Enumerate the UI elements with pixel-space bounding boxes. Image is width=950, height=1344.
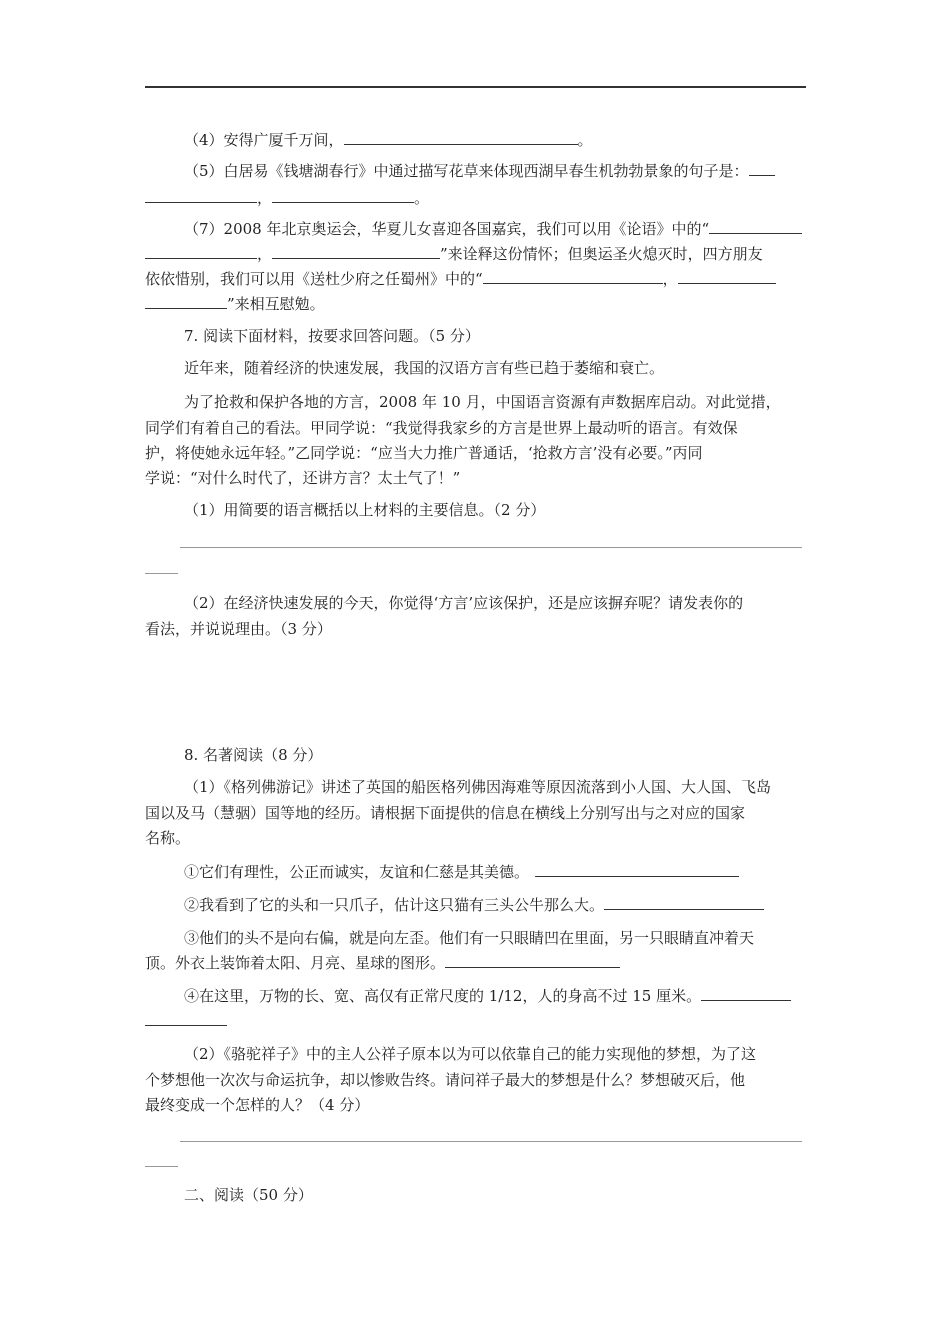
answer-line[interactable]: [145, 573, 178, 574]
q8-item-1-text: ①它们有理性，公正而诚实，友谊和仁慈是其美德。: [184, 863, 530, 881]
punct: 。: [414, 189, 430, 207]
answer-blank[interactable]: [701, 986, 791, 1001]
q7-sub-2: （2）在经济快速发展的今天，你觉得‘方言’应该保护，还是应该摒弃呢？请发表你的: [184, 594, 744, 612]
answer-line[interactable]: [145, 1025, 227, 1026]
q7-paragraph-2: 同学们有着自己的看法。甲同学说：“我觉得我家乡的方言是世界上最动听的语言。有效保: [145, 419, 738, 437]
q8-part-2: （2）《骆驼祥子》中的主人公祥子原本以为可以依靠自己的能力实现他的梦想，为了这: [184, 1045, 757, 1063]
section-2-title: 二、阅读（50 分）: [184, 1186, 313, 1204]
q8-item-4: [184, 986, 791, 1006]
q6-item-7-text: 依依惜别，我们可以用《送杜少府之任蜀州》中的“: [145, 270, 483, 288]
q8-item-3: [145, 953, 620, 973]
answer-blank[interactable]: [272, 244, 440, 259]
answer-blank[interactable]: [344, 130, 578, 145]
answer-blank[interactable]: [535, 862, 739, 877]
answer-blank[interactable]: [145, 294, 227, 309]
answer-line[interactable]: [180, 547, 802, 548]
q8-item-4-text: ④在这里，万物的长、宽、高仅有正常尺度的 1/12，人的身高不过 15 厘米。: [184, 987, 702, 1005]
q8-part-2: 最终变成一个怎样的人？（4 分）: [145, 1096, 370, 1114]
answer-blank[interactable]: [145, 188, 257, 203]
q8-item-2-text: ②我看到了它的头和一只爪子，估计这只猫有三头公牛那么大。: [184, 896, 605, 914]
q6-item-7-line2: [145, 244, 763, 264]
q8-title: 8. 名著阅读（8 分）: [184, 746, 323, 764]
q7-title: 7. 阅读下面材料，按要求回答问题。（5 分）: [184, 327, 480, 345]
punct: 。: [577, 131, 593, 149]
header-rule: [145, 86, 806, 88]
q8-part-1: 国以及马（慧骃）国等地的经历。请根据下面提供的信息在横线上分别写出与之对应的国家: [145, 804, 746, 822]
answer-blank[interactable]: [604, 895, 764, 910]
answer-blank[interactable]: [445, 953, 620, 968]
q8-item-1: [184, 862, 739, 882]
q6-item-7-text: （7）2008 年北京奥运会，华夏儿女喜迎各国嘉宾，我们可以用《论语》中的“: [184, 220, 710, 238]
q8-item-3: ③他们的头不是向右偏，就是向左歪。他们有一只眼睛凹在里面，另一只眼睛直冲着天: [184, 929, 755, 947]
q6-item-7-line4: [145, 294, 325, 314]
punct: ，: [662, 270, 678, 288]
q7-paragraph-2: 为了抢救和保护各地的方言，2008 年 10 月，中国语言资源有声数据库启动。对此觉措，: [184, 393, 781, 411]
answer-blank[interactable]: [709, 219, 802, 234]
answer-blank[interactable]: [272, 188, 414, 203]
answer-blank[interactable]: [749, 161, 775, 176]
q6-item-4-text: （4）安得广厦千万间，: [184, 131, 344, 149]
answer-line[interactable]: [180, 1141, 802, 1142]
punct: ，: [257, 245, 273, 263]
answer-blank[interactable]: [145, 244, 257, 259]
q8-item-2: [184, 895, 764, 915]
q7-sub-2: 看法，并说说理由。（3 分）: [145, 620, 332, 638]
q6-item-7-line1: [184, 219, 802, 239]
q6-item-5-text: （5）白居易《钱塘湖春行》中通过描写花草来体现西湖早春生机勃勃景象的句子是：: [184, 162, 749, 180]
q7-sub-1: （1）用简要的语言概括以上材料的主要信息。（2 分）: [184, 501, 546, 519]
answer-line[interactable]: [145, 1166, 178, 1167]
q6-item-7-text: ”来相互慰勉。: [227, 295, 325, 313]
punct: ，: [257, 189, 273, 207]
answer-blank[interactable]: [483, 269, 663, 284]
q6-item-4: [184, 130, 593, 150]
q7-paragraph-1: 近年来，随着经济的快速发展，我国的汉语方言有些已趋于萎缩和衰亡。: [184, 359, 665, 377]
q6-item-5: [184, 161, 775, 181]
answer-blank[interactable]: [678, 269, 776, 284]
q7-paragraph-2: 学说：“对什么时代了，还讲方言？太土气了！”: [145, 469, 461, 487]
q7-paragraph-2: 护，将使她永远年轻。”乙同学说：“应当大力推广普通话，‘抢救方言’没有必要。”丙同: [145, 444, 703, 462]
q8-item-3-text: 顶。外衣上装饰着太阳、月亮、星球的图形。: [145, 954, 446, 972]
q8-part-1: 名称。: [145, 829, 191, 847]
q6-item-7-text: ”来诠释这份情怀；但奥运圣火熄灭时，四方朋友: [440, 245, 763, 263]
q8-part-1: （1）《格列佛游记》讲述了英国的船医格列佛因海难等原因流落到小人国、大人国、飞岛: [184, 778, 772, 796]
q8-part-2: 个梦想他一次次与命运抗争，却以惨败告终。请问祥子最大的梦想是什么？梦想破灭后，他: [145, 1071, 746, 1089]
q6-item-5-blanks: [145, 188, 429, 208]
q6-item-7-line3: [145, 269, 776, 289]
